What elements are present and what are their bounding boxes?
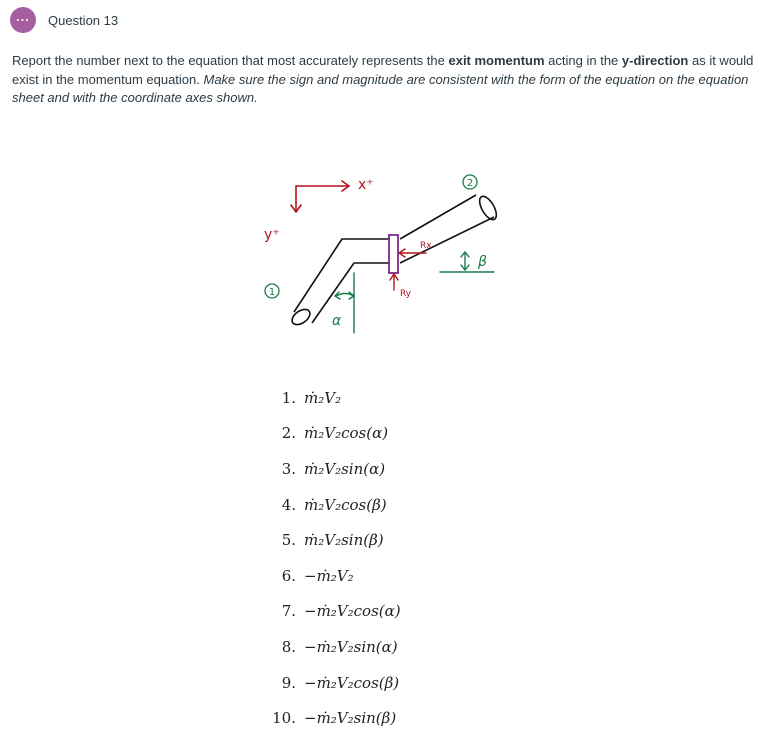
prompt-bold-y-direction: y-direction [621,53,689,68]
prompt-text-1: Report the number next to the equation that most accurately represents the [12,53,449,68]
prompt-text-3: as it would exist in the momentum equation. [12,53,754,87]
answer-choice [266,380,526,416]
choice-expression: −ṁ₂V₂cos(β) [304,673,400,692]
choice-expression: ṁ₂V₂cos(α) [304,424,389,443]
choice-expression: −ṁ₂V₂ [304,566,354,585]
choice-number: 10. [272,709,296,728]
answer-choice [266,594,526,630]
answer-choices [266,380,526,736]
choice-number: 7. [281,602,296,621]
choice-number: 2. [281,424,296,443]
choice-number: 8. [281,637,296,656]
pipe-diagram [250,165,520,345]
choice-number: 1. [281,388,296,407]
choice-expression: −ṁ₂V₂sin(β) [304,709,397,728]
choice-expression: −ṁ₂V₂cos(α) [304,602,401,621]
question-prompt [12,52,764,108]
answer-choice [266,522,526,558]
y-axis-label: y⁺ [264,227,280,243]
prompt-italic-note: Make sure the sign and magnitude are consistent with the form of the equation on the equation sheet and with the coordinate axes shown. [12,71,749,105]
choice-expression: ṁ₂V₂cos(β) [304,495,387,514]
beta-label: β [478,254,487,270]
answer-choice [266,451,526,487]
choice-number: 9. [281,673,296,692]
ry-label: Ry [400,289,412,299]
answer-choice [266,416,526,452]
answer-choice [266,558,526,594]
coordinate-axes [291,181,349,212]
choice-expression: −ṁ₂V₂sin(α) [304,637,398,656]
prompt-bold-exit-momentum: exit momentum [448,53,545,68]
prompt-text-2: acting in the [544,53,622,68]
answer-choice [266,665,526,701]
answer-choice [266,629,526,665]
outlet-label: 2 [466,178,474,189]
x-axis-label: x⁺ [358,177,374,193]
question-header [10,7,118,33]
choice-number: 3. [281,459,296,478]
choice-number: 4. [281,495,296,514]
ellipsis-icon[interactable]: ··· [10,7,36,33]
reaction-force-arrows [390,249,426,290]
flange [389,235,398,273]
alpha-label: α [332,313,342,329]
choice-expression: ṁ₂V₂sin(α) [304,459,386,478]
choice-number: 6. [281,566,296,585]
answer-choice [266,700,526,736]
question-title: Question 13 [48,12,119,28]
pipe-outline [289,194,499,328]
inlet-label: 1 [268,287,276,298]
choice-number: 5. [281,531,296,550]
choice-expression: ṁ₂V₂ [304,388,342,407]
answer-choice [266,487,526,523]
rx-label: Rx [420,241,432,251]
choice-expression: ṁ₂V₂sin(β) [304,531,384,550]
